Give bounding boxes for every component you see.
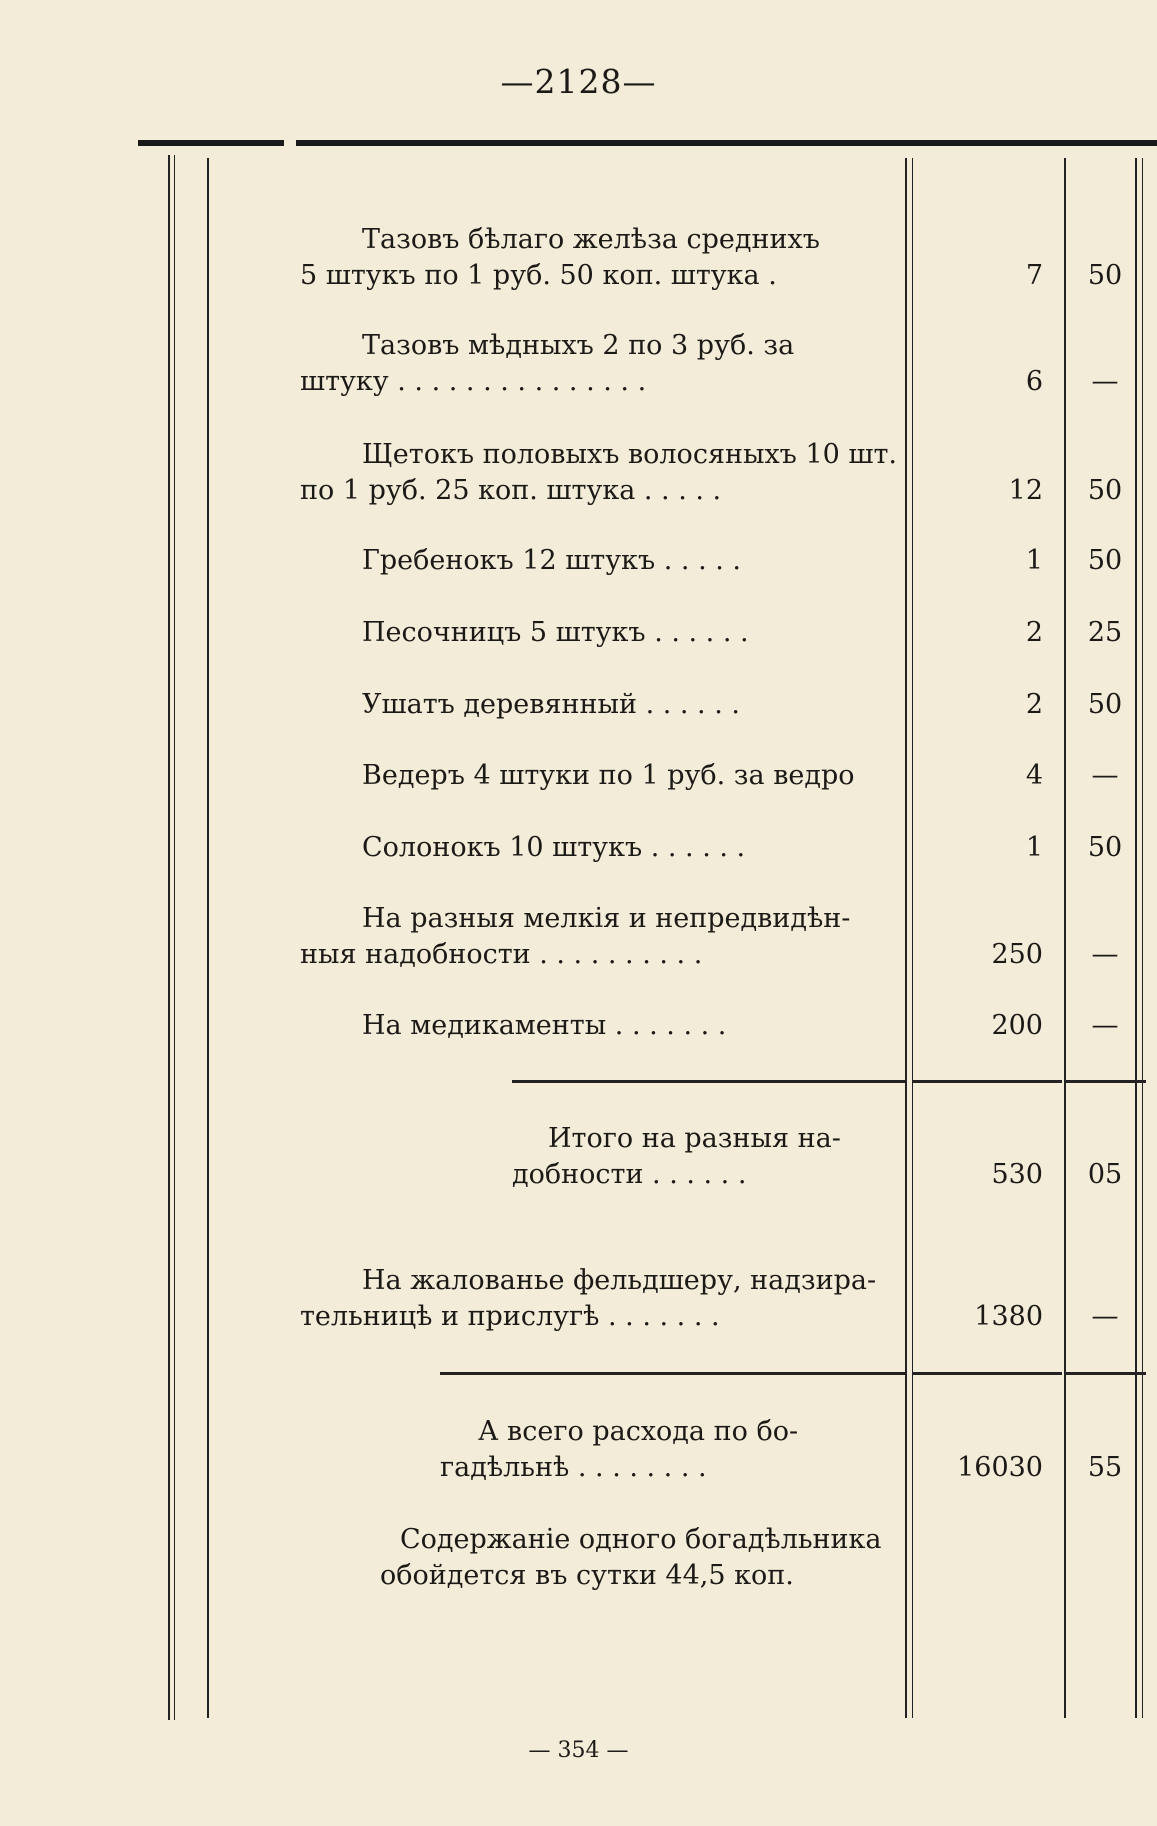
- amount-kopecks: —: [1091, 760, 1119, 791]
- subtotal-label: [480, 1121, 873, 1193]
- salary-kopecks: —: [1091, 1301, 1119, 1332]
- ledger-entry: [300, 901, 873, 973]
- entry-text-line: Ушатъ деревянный . . . . . .: [362, 689, 740, 720]
- amount-rubles: 12: [1008, 475, 1043, 506]
- amount-rubles: 1: [1025, 832, 1043, 863]
- ledger-entry: [300, 1008, 873, 1044]
- subtotal-kopecks: 05: [1087, 1159, 1123, 1190]
- ledger-entry: [300, 830, 873, 866]
- entry-text-line: Песочницъ 5 штукъ . . . . . .: [362, 617, 749, 648]
- amount-rubles: 1: [1025, 545, 1043, 576]
- subtotal-line: добности . . . . . .: [512, 1159, 747, 1190]
- entry-text-line: тельницѣ и прислугѣ . . . . . . .: [300, 1301, 720, 1332]
- subtotal-rule: [512, 1080, 905, 1083]
- cost-note: [380, 1522, 880, 1594]
- entry-text-line: 5 штукъ по 1 руб. 50 коп. штука .: [300, 260, 777, 291]
- ledger-entry-salary: [300, 1263, 877, 1335]
- amount-rubles: 4: [1025, 760, 1043, 791]
- entry-text-line: Солонокъ 10 штукъ . . . . . .: [362, 832, 746, 863]
- total-line: гадѣльнѣ . . . . . . . .: [440, 1452, 707, 1483]
- entry-text-line: Тазовъ бѣлаго желѣза среднихъ: [362, 224, 820, 255]
- amount-rubles: 250: [991, 939, 1043, 970]
- amount-rubles: 7: [1025, 260, 1043, 291]
- total-rubles: 16030: [957, 1452, 1043, 1483]
- total-line: А всего расхода по бо-: [478, 1416, 799, 1447]
- total-rule-kopecks: [1066, 1372, 1146, 1375]
- column-rule-rubles: [905, 158, 907, 1718]
- total-rule: [440, 1372, 905, 1375]
- entry-text-line: Тазовъ мѣдныхъ 2 по 3 руб. за: [362, 330, 795, 361]
- amount-kopecks: 50: [1087, 689, 1123, 720]
- subtotal-rubles: 530: [991, 1159, 1043, 1190]
- amount-kopecks: 50: [1087, 260, 1123, 291]
- amount-kopecks: 50: [1087, 832, 1123, 863]
- amount-kopecks: —: [1091, 939, 1119, 970]
- header-rule-left: [138, 140, 284, 146]
- amount-rubles: 2: [1025, 617, 1043, 648]
- column-rule-outer: [168, 155, 170, 1720]
- page-number-top: —2128—: [500, 62, 657, 101]
- header-rule-right: [296, 140, 1157, 146]
- ledger-entry: [300, 615, 873, 651]
- salary-rubles: 1380: [974, 1301, 1043, 1332]
- amount-kopecks: 25: [1087, 617, 1123, 648]
- subtotal-line: Итого на разныя на-: [548, 1123, 841, 1154]
- note-line: обойдется въ сутки 44,5 коп.: [380, 1560, 794, 1591]
- entry-text-line: по 1 руб. 25 коп. штука . . . . .: [300, 475, 722, 506]
- ledger-entry: [300, 687, 873, 723]
- entry-text-line: Гребенокъ 12 штукъ . . . . .: [362, 545, 742, 576]
- ledger-entry: [300, 758, 873, 794]
- column-rule-text: [207, 158, 209, 1718]
- subtotal-rule-kopecks: [1066, 1080, 1146, 1083]
- column-rule-rubles-thin: [912, 158, 913, 1718]
- amount-kopecks: 50: [1087, 475, 1123, 506]
- entry-text-line: Щетокъ половыхъ волосяныхъ 10 шт.: [362, 439, 898, 470]
- amount-kopecks: —: [1091, 1010, 1119, 1041]
- entry-text-line: На медикаменты . . . . . . .: [362, 1010, 727, 1041]
- ledger-entry: [300, 222, 873, 294]
- entry-text-line: На разныя мелкія и непредвидѣн-: [362, 903, 851, 934]
- amount-rubles: 200: [991, 1010, 1043, 1041]
- ledger-entry: [300, 328, 873, 400]
- page-number-bottom: — 354 —: [528, 1738, 629, 1763]
- amount-rubles: 2: [1025, 689, 1043, 720]
- amount-kopecks: —: [1091, 366, 1119, 397]
- note-line: Содержаніе одного богадѣльника: [400, 1524, 882, 1555]
- total-label: [440, 1414, 873, 1486]
- entry-text-line: штуку . . . . . . . . . . . . . . .: [300, 366, 647, 397]
- subtotal-rule-rubles: [912, 1080, 1062, 1083]
- amount-rubles: 6: [1025, 366, 1043, 397]
- entry-text-line: На жалованье фельдшеру, надзира-: [362, 1265, 877, 1296]
- column-rule-outer-thin: [174, 155, 175, 1720]
- ledger-entry: [300, 437, 898, 509]
- ledger-entry: [300, 543, 873, 579]
- total-rule-rubles: [912, 1372, 1062, 1375]
- total-kopecks: 55: [1087, 1452, 1123, 1483]
- entry-text-line: ныя надобности . . . . . . . . . .: [300, 939, 703, 970]
- amount-kopecks: 50: [1087, 545, 1123, 576]
- entry-text-line: Ведеръ 4 штуки по 1 руб. за ведро: [362, 760, 855, 791]
